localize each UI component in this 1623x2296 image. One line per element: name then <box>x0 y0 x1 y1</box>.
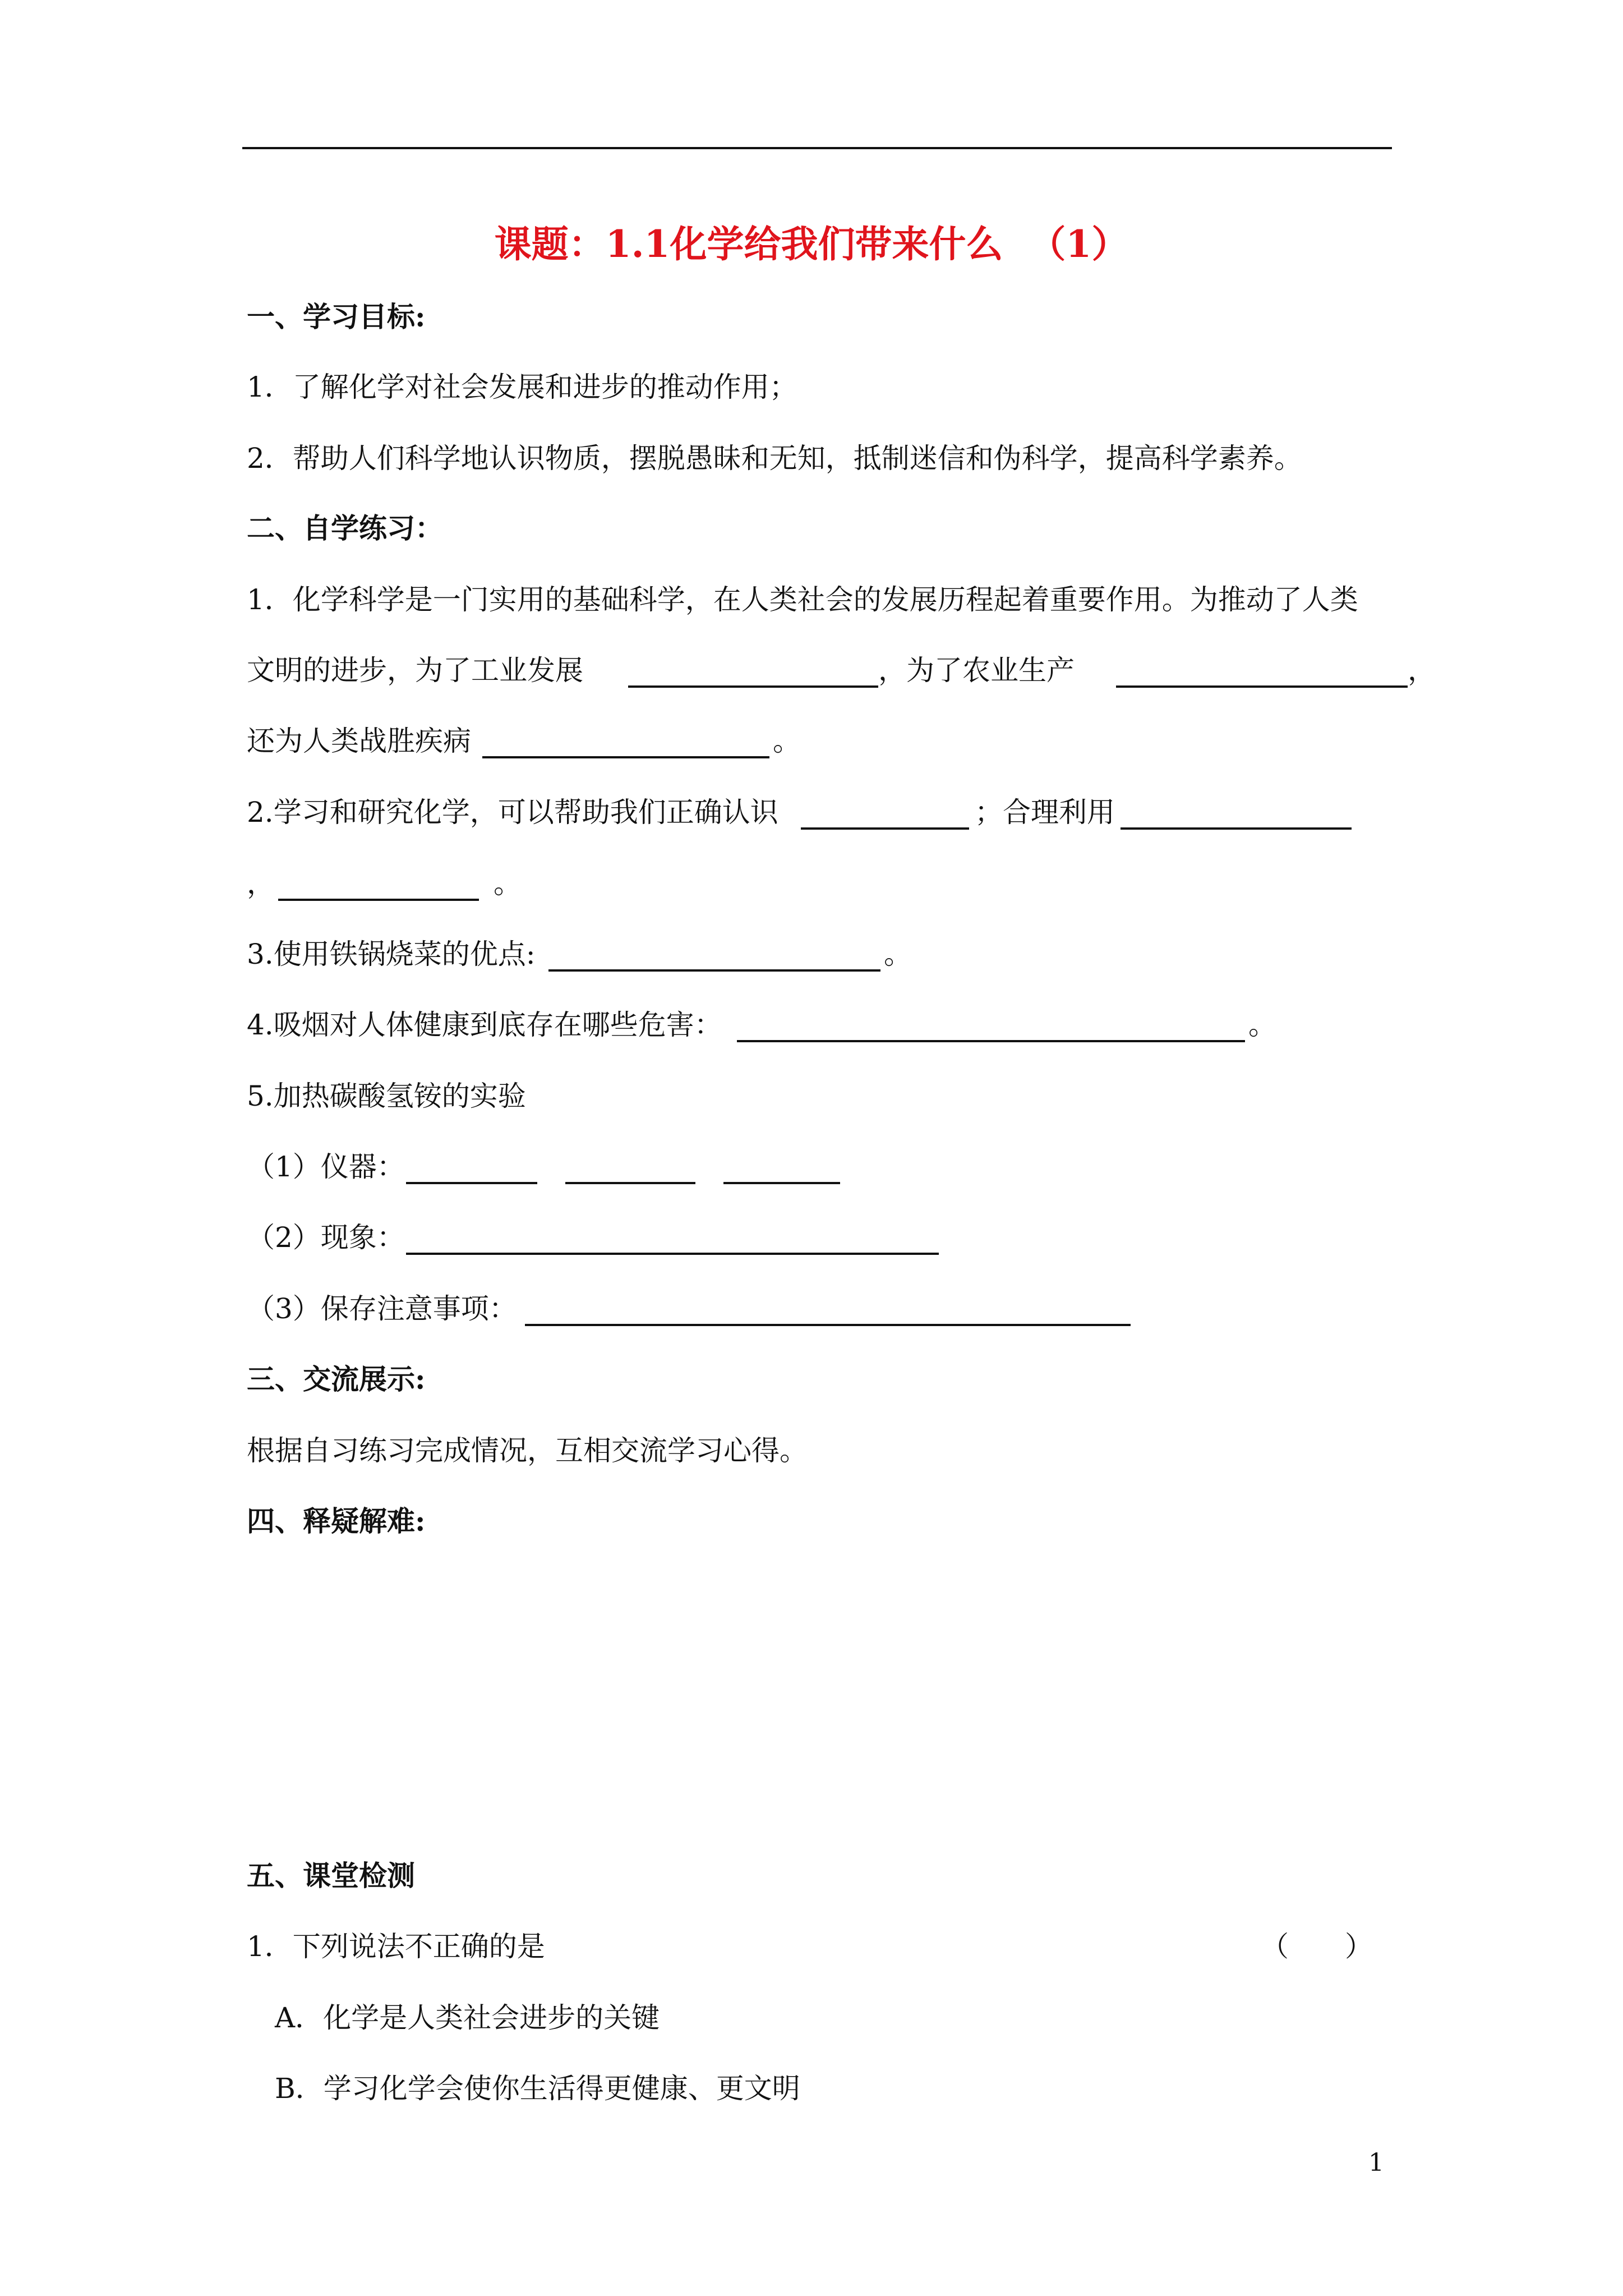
blank-industry[interactable] <box>628 663 878 688</box>
page-title: 课题：1.1化学给我们带来什么 （1） <box>494 222 1129 266</box>
section-heading-goals: 一、学习目标: <box>247 300 426 333</box>
practice-q4-end: 。 <box>1248 1009 1276 1041</box>
quiz-option-b[interactable]: B．学习化学会使你生活得更健康、更文明 <box>275 2072 800 2105</box>
practice-q3-text: 3.使用铁锅烧菜的优点: <box>247 938 536 970</box>
exchange-text: 根据自习练习完成情况，互相交流学习心得。 <box>247 1434 808 1467</box>
blank-instrument-1[interactable] <box>406 1159 537 1184</box>
practice-q2-text-a: 2.学习和研究化学，可以帮助我们正确认识 <box>247 796 778 829</box>
blank-q2-second[interactable] <box>278 876 479 901</box>
blank-disease[interactable] <box>482 734 769 758</box>
practice-q1-line2 <box>247 654 583 687</box>
section-heading-quiz: 五、课堂检测 <box>247 1859 415 1892</box>
goal-item: 2．帮助人们科学地认识物质，摆脱愚昧和无知，抵制迷信和伪科学，提高科学素养。 <box>247 442 1302 475</box>
quiz-question-1: 1．下列说法不正确的是 <box>247 1930 545 1963</box>
practice-q5-instruments: （1）仪器： <box>247 1151 405 1183</box>
practice-q2-line2-a: ， <box>247 867 275 900</box>
practice-q1-text-b: ，为了农业生产 <box>878 654 1075 687</box>
blank-instrument-3[interactable] <box>723 1159 840 1184</box>
practice-q5-text: 5.加热碳酸氢铵的实验 <box>247 1080 526 1112</box>
section-heading-exchange: 三、交流展示: <box>247 1363 426 1396</box>
quiz-option-a[interactable]: A．化学是人类社会进步的关键 <box>275 2001 660 2034</box>
practice-q5-phenomenon: （2）现象： <box>247 1221 405 1254</box>
goal-item: 1．了解化学对社会发展和进步的推动作用； <box>247 371 797 403</box>
practice-q2-line2-b: 。 <box>494 867 522 900</box>
practice-q2-text-b: ；合理利用 <box>975 796 1115 829</box>
practice-q1-line1: 1．化学科学是一门实用的基础科学，在人类社会的发展历程起着重要作用。为推动了人类 <box>247 583 1358 616</box>
blank-storage[interactable] <box>525 1301 1131 1326</box>
blank-instrument-2[interactable] <box>565 1159 695 1184</box>
quiz-answer-paren[interactable]: （ ） <box>1261 1930 1373 1963</box>
practice-q1-end: 。 <box>773 725 801 757</box>
practice-q1-text-line3: 还为人类战胜疾病 <box>247 725 471 757</box>
header-rule <box>242 147 1392 149</box>
page-number: 1 <box>1368 2148 1384 2177</box>
blank-use[interactable] <box>1121 805 1352 830</box>
blank-recognize[interactable] <box>801 805 969 830</box>
practice-q5-storage: （3）保存注意事项： <box>247 1292 517 1325</box>
practice-q1-text-a: 文明的进步，为了工业发展 <box>247 654 583 687</box>
blank-phenomenon[interactable] <box>406 1230 939 1255</box>
blank-agriculture[interactable] <box>1116 663 1408 688</box>
blank-iron-pot[interactable] <box>548 947 880 972</box>
practice-q1-text-c: ， <box>1408 654 1436 687</box>
practice-q4-text: 4.吸烟对人体健康到底存在哪些危害： <box>247 1009 722 1041</box>
section-heading-qa: 四、释疑解难: <box>247 1504 426 1538</box>
practice-q3-end: 。 <box>884 938 912 970</box>
blank-smoking[interactable] <box>737 1018 1245 1042</box>
section-heading-practice: 二、自学练习： <box>247 512 443 545</box>
